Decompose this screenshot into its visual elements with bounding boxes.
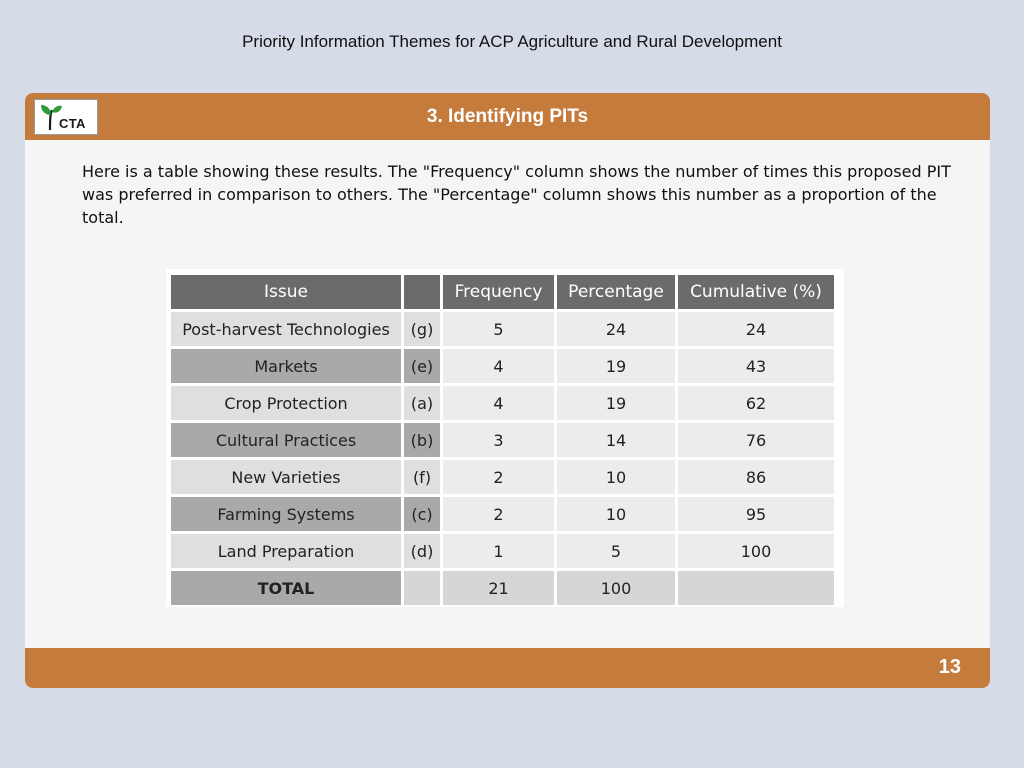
logo-text: CTA bbox=[59, 116, 86, 131]
table-row bbox=[171, 312, 834, 346]
table-row bbox=[171, 460, 834, 494]
total-percentage: 100 bbox=[557, 571, 675, 605]
code-cell: (f) bbox=[404, 460, 440, 494]
slide-title: 3. Identifying PITs bbox=[426, 106, 589, 127]
table-row bbox=[171, 423, 834, 457]
total-code-cell bbox=[404, 571, 440, 605]
table-header-row bbox=[171, 275, 834, 309]
percentage-cell: 24 bbox=[557, 312, 675, 346]
table-row bbox=[171, 497, 834, 531]
header-frequency: Frequency bbox=[443, 275, 554, 309]
code-cell: (d) bbox=[404, 534, 440, 568]
frequency-cell: 4 bbox=[443, 349, 554, 383]
code-cell: (e) bbox=[404, 349, 440, 383]
code-cell: (a) bbox=[404, 386, 440, 420]
cumulative-cell: 62 bbox=[678, 386, 834, 420]
slide-header-bar bbox=[25, 93, 990, 140]
frequency-cell: 1 bbox=[443, 534, 554, 568]
code-cell: (b) bbox=[404, 423, 440, 457]
percentage-cell: 19 bbox=[557, 349, 675, 383]
header-percentage: Percentage bbox=[557, 275, 675, 309]
table-total-row bbox=[171, 571, 834, 605]
percentage-cell: 10 bbox=[557, 460, 675, 494]
cumulative-cell: 86 bbox=[678, 460, 834, 494]
percentage-cell: 10 bbox=[557, 497, 675, 531]
total-cumulative bbox=[678, 571, 834, 605]
cumulative-cell: 76 bbox=[678, 423, 834, 457]
cumulative-cell: 100 bbox=[678, 534, 834, 568]
table-row bbox=[171, 534, 834, 568]
page-number: 13 bbox=[938, 656, 961, 678]
frequency-cell: 5 bbox=[443, 312, 554, 346]
issue-cell: Markets bbox=[171, 349, 401, 383]
frequency-cell: 2 bbox=[443, 460, 554, 494]
percentage-cell: 19 bbox=[557, 386, 675, 420]
deck-title: Priority Information Themes for ACP Agriculture and Rural Development bbox=[242, 32, 782, 51]
slide-footer-bar bbox=[25, 648, 990, 688]
cumulative-cell: 24 bbox=[678, 312, 834, 346]
results-table-container bbox=[166, 269, 844, 607]
issue-cell: Cultural Practices bbox=[171, 423, 401, 457]
issue-cell: Crop Protection bbox=[171, 386, 401, 420]
header-issue: Issue bbox=[171, 275, 401, 309]
total-label: TOTAL bbox=[171, 571, 401, 605]
issue-cell: Farming Systems bbox=[171, 497, 401, 531]
table-row bbox=[171, 386, 834, 420]
header-code bbox=[404, 275, 440, 309]
header-cumulative: Cumulative (%) bbox=[678, 275, 834, 309]
table-row bbox=[171, 349, 834, 383]
frequency-cell: 3 bbox=[443, 423, 554, 457]
percentage-cell: 14 bbox=[557, 423, 675, 457]
issue-cell: Post-harvest Technologies bbox=[171, 312, 401, 346]
body-paragraph: Here is a table showing these results. The "Frequency" column shows the number of times this proposed PIT was preferred in comparison to others. The "Percentage" column shows this number as a proportion of the total. bbox=[82, 162, 951, 227]
frequency-cell: 4 bbox=[443, 386, 554, 420]
cumulative-cell: 43 bbox=[678, 349, 834, 383]
issue-cell: Land Preparation bbox=[171, 534, 401, 568]
total-frequency: 21 bbox=[443, 571, 554, 605]
code-cell: (c) bbox=[404, 497, 440, 531]
percentage-cell: 5 bbox=[557, 534, 675, 568]
issue-cell: New Varieties bbox=[171, 460, 401, 494]
slide-panel bbox=[25, 93, 990, 688]
frequency-cell: 2 bbox=[443, 497, 554, 531]
cumulative-cell: 95 bbox=[678, 497, 834, 531]
results-table bbox=[168, 272, 837, 608]
code-cell: (g) bbox=[404, 312, 440, 346]
